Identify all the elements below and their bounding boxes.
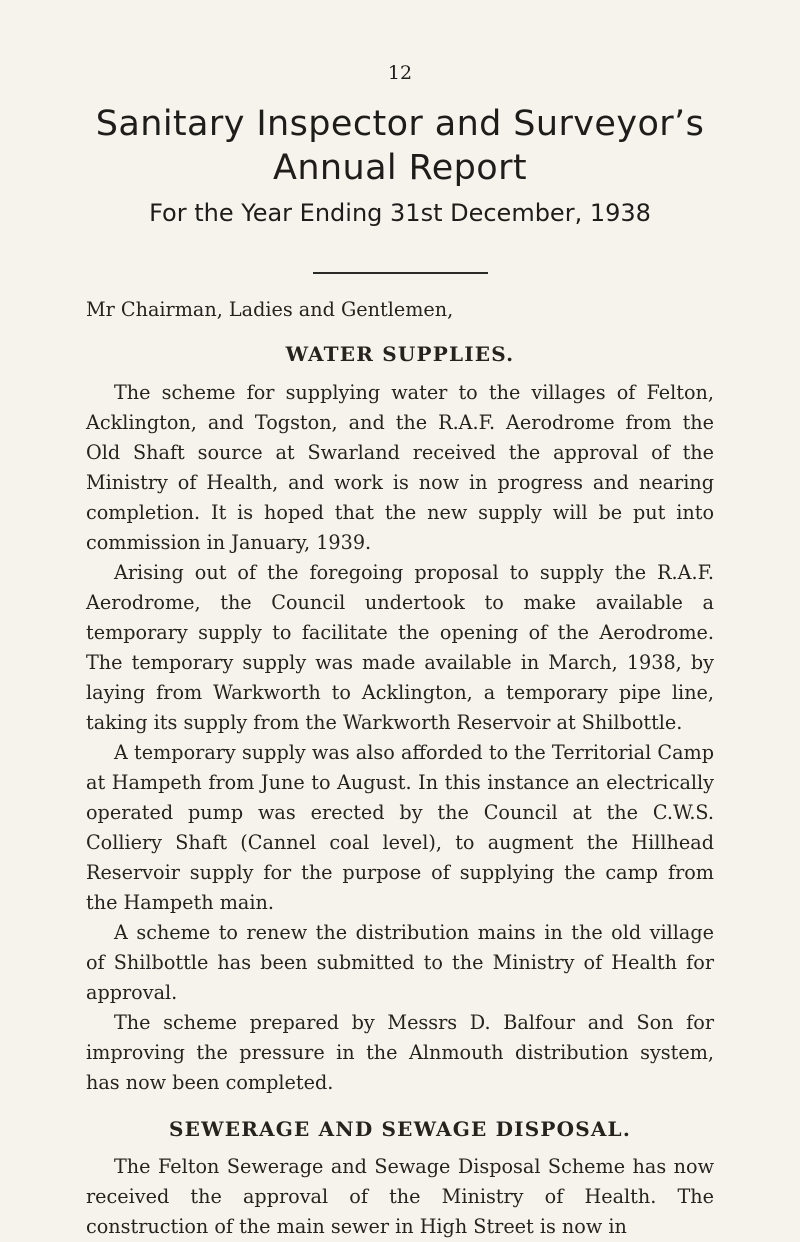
section-water-supplies xyxy=(86,339,714,1098)
paragraph: The Felton Sewerage and Sewage Disposal Scheme has now received the approval of the Ministry of Health. The construction of the main sewer in High Street is now in xyxy=(86,1155,714,1238)
report-subtitle: For the Year Ending 31st December, 1938 xyxy=(149,199,651,227)
section-heading: SEWERAGE AND SEWAGE DISPOSAL. xyxy=(169,1117,631,1141)
paragraph: The scheme for supplying water to the villages of Felton, Acklington, and Togston, and the R.A.F. Aerodrome from the Old Shaft source at Swarland received the approval of the Ministry of Health, and work is now in progress and nearing completion. It is hoped that the new supply will be put into commission in January, 1939. xyxy=(86,381,714,554)
salutation: Mr Chairman, Ladies and Gentlemen, xyxy=(86,298,454,321)
report-body xyxy=(86,295,714,1242)
title-divider xyxy=(313,272,488,274)
report-title-block xyxy=(86,102,714,232)
paragraph: The scheme prepared by Messrs D. Balfour and Son for improving the pressure in the Alnmouth distribution system, has now been completed. xyxy=(86,1011,714,1094)
report-title-line-1: Sanitary Inspector and Surveyor’s xyxy=(95,104,705,144)
page-number: 12 xyxy=(387,62,413,84)
section-heading: WATER SUPPLIES. xyxy=(285,342,515,366)
report-title-line-2: Annual Report xyxy=(272,148,527,188)
paragraph: Arising out of the foregoing proposal to supply the R.A.F. Aerodrome, the Council undertook to make available a temporary supply to facilitate the opening of the Aerodrome. The temporary supply was made available in March, 1938, by laying from Warkworth to Acklington, a temporary pipe line, taking its supply from the Warkworth Reservoir at Shilbottle. xyxy=(86,561,714,734)
paragraph: A temporary supply was also afforded to the Territorial Camp at Hampeth from June to August. In this instance an electrically operated pump was erected by the Council at the C.W.S. Colliery Shaft (Cannel coal level), to augment the Hillhead Reservoir supply for the purpose of supplying the camp from the Hampeth main. xyxy=(86,741,714,914)
paragraph: A scheme to renew the distribution mains in the old village of Shilbottle has been submitted to the Ministry of Health for approval. xyxy=(86,921,714,1004)
section-sewerage xyxy=(86,1114,714,1242)
